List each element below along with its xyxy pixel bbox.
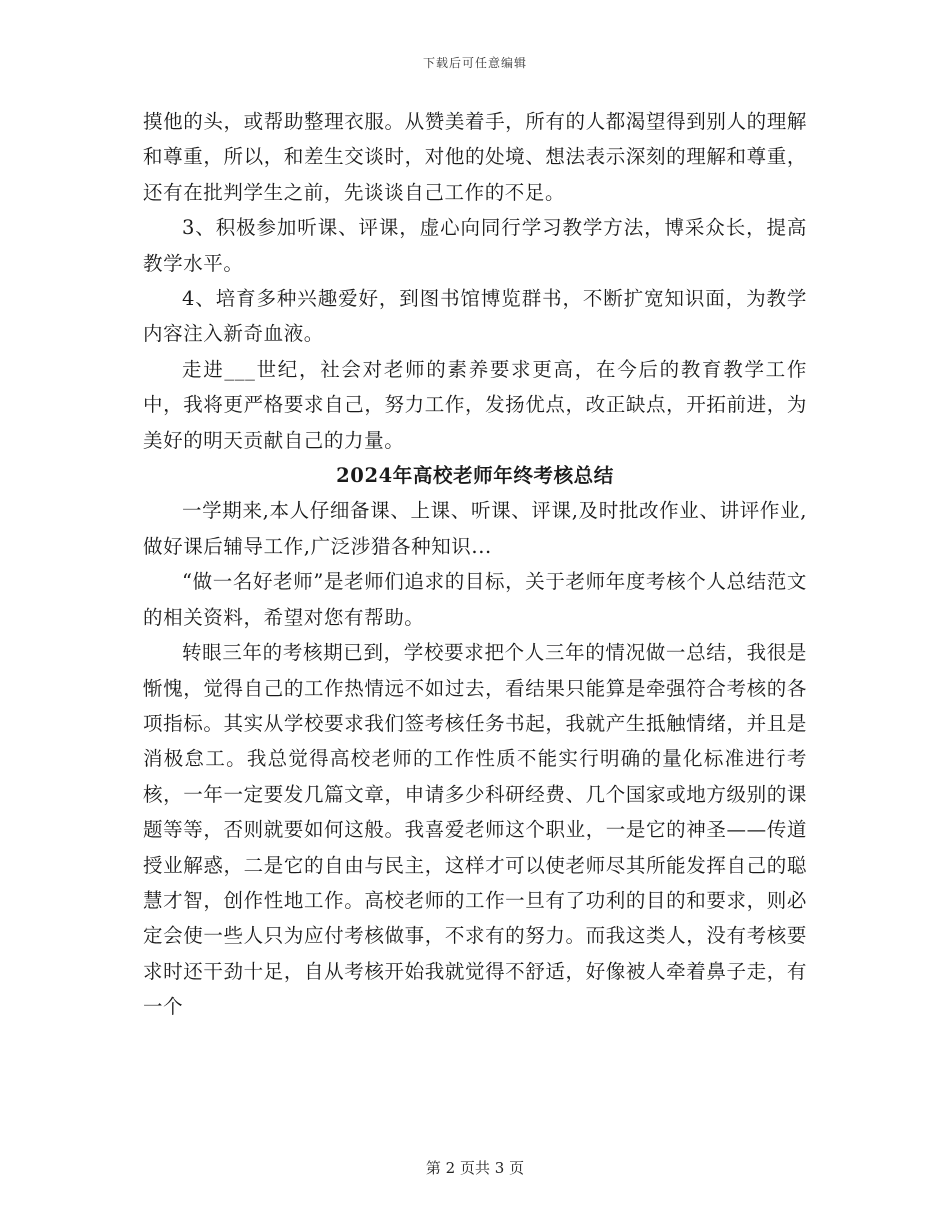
document-body xyxy=(143,104,807,1025)
page-footer: 第 2 页共 3 页 xyxy=(425,1159,525,1177)
page-header: 下载后可任意编辑 xyxy=(422,56,527,70)
section-paragraph-intro: 一学期来,本人仔细备课、上课、听课、评课,及时批改作业、讲评作业,做好课后辅导工作,广泛涉猎各种知识... xyxy=(143,499,807,558)
paragraph-item-3: 3、积极参加听课、评课，虚心向同行学习教学方法，博采众长，提高教学水平。 xyxy=(143,216,807,275)
paragraph-item-4: 4、培育多种兴趣爱好，到图书馆博览群书，不断扩宽知识面，为教学内容注入新奇血液。 xyxy=(143,287,807,346)
section-title: 2024年高校老师年终考核总结 xyxy=(336,464,614,488)
paragraph-continuation: 摸他的头，或帮助整理衣服。从赞美着手，所有的人都渴望得到别人的理解和尊重，所以，和差生交谈时，对他的处境、想法表示深刻的理解和尊重，还有在批判学生之前，先谈谈自己工作的不足。 xyxy=(143,110,807,204)
paragraph-conclusion: 走进___世纪，社会对老师的素养要求更高，在今后的教育教学工作中，我将更严格要求自己，努力工作，发扬优点，改正缺点，开拓前进，为美好的明天贡献自己的力量。 xyxy=(143,357,807,452)
section-paragraph-body: 转眼三年的考核期已到，学校要求把个人三年的情况做一总结，我很是惭愧，觉得自己的工作热情远不如过去，看结果只能算是牵强符合考核的各项指标。其实从学校要求我们签考核任务书起，我就产生抵触情绪，并且是消极怠工。我总觉得高校老师的工作性质不能实行明确的量化标准进行考核，一年一定要发几篇文章，申请多少科研经费、几个国家或地方级别的课题等等，否则就要如何这般。我喜爱老师这个职业，一是它的神圣——传道授业解惑，二是它的自由与民主，这样才可以使老师尽其所能发挥自己的聪慧才智，创作性地工作。高校老师的工作一旦有了功利的目的和要求，则必定会使一些人只为应付考核做事，不求有的努力。而我这类人，没有考核要求时还干劲十足，自从考核开始我就觉得不舒适，好像被人牵着鼻子走，有一个 xyxy=(143,641,807,1019)
section-paragraph-quote: “做一名好老师”是老师们追求的目标，关于老师年度考核个人总结范文的相关资料，希望对您有帮助。 xyxy=(143,570,807,629)
